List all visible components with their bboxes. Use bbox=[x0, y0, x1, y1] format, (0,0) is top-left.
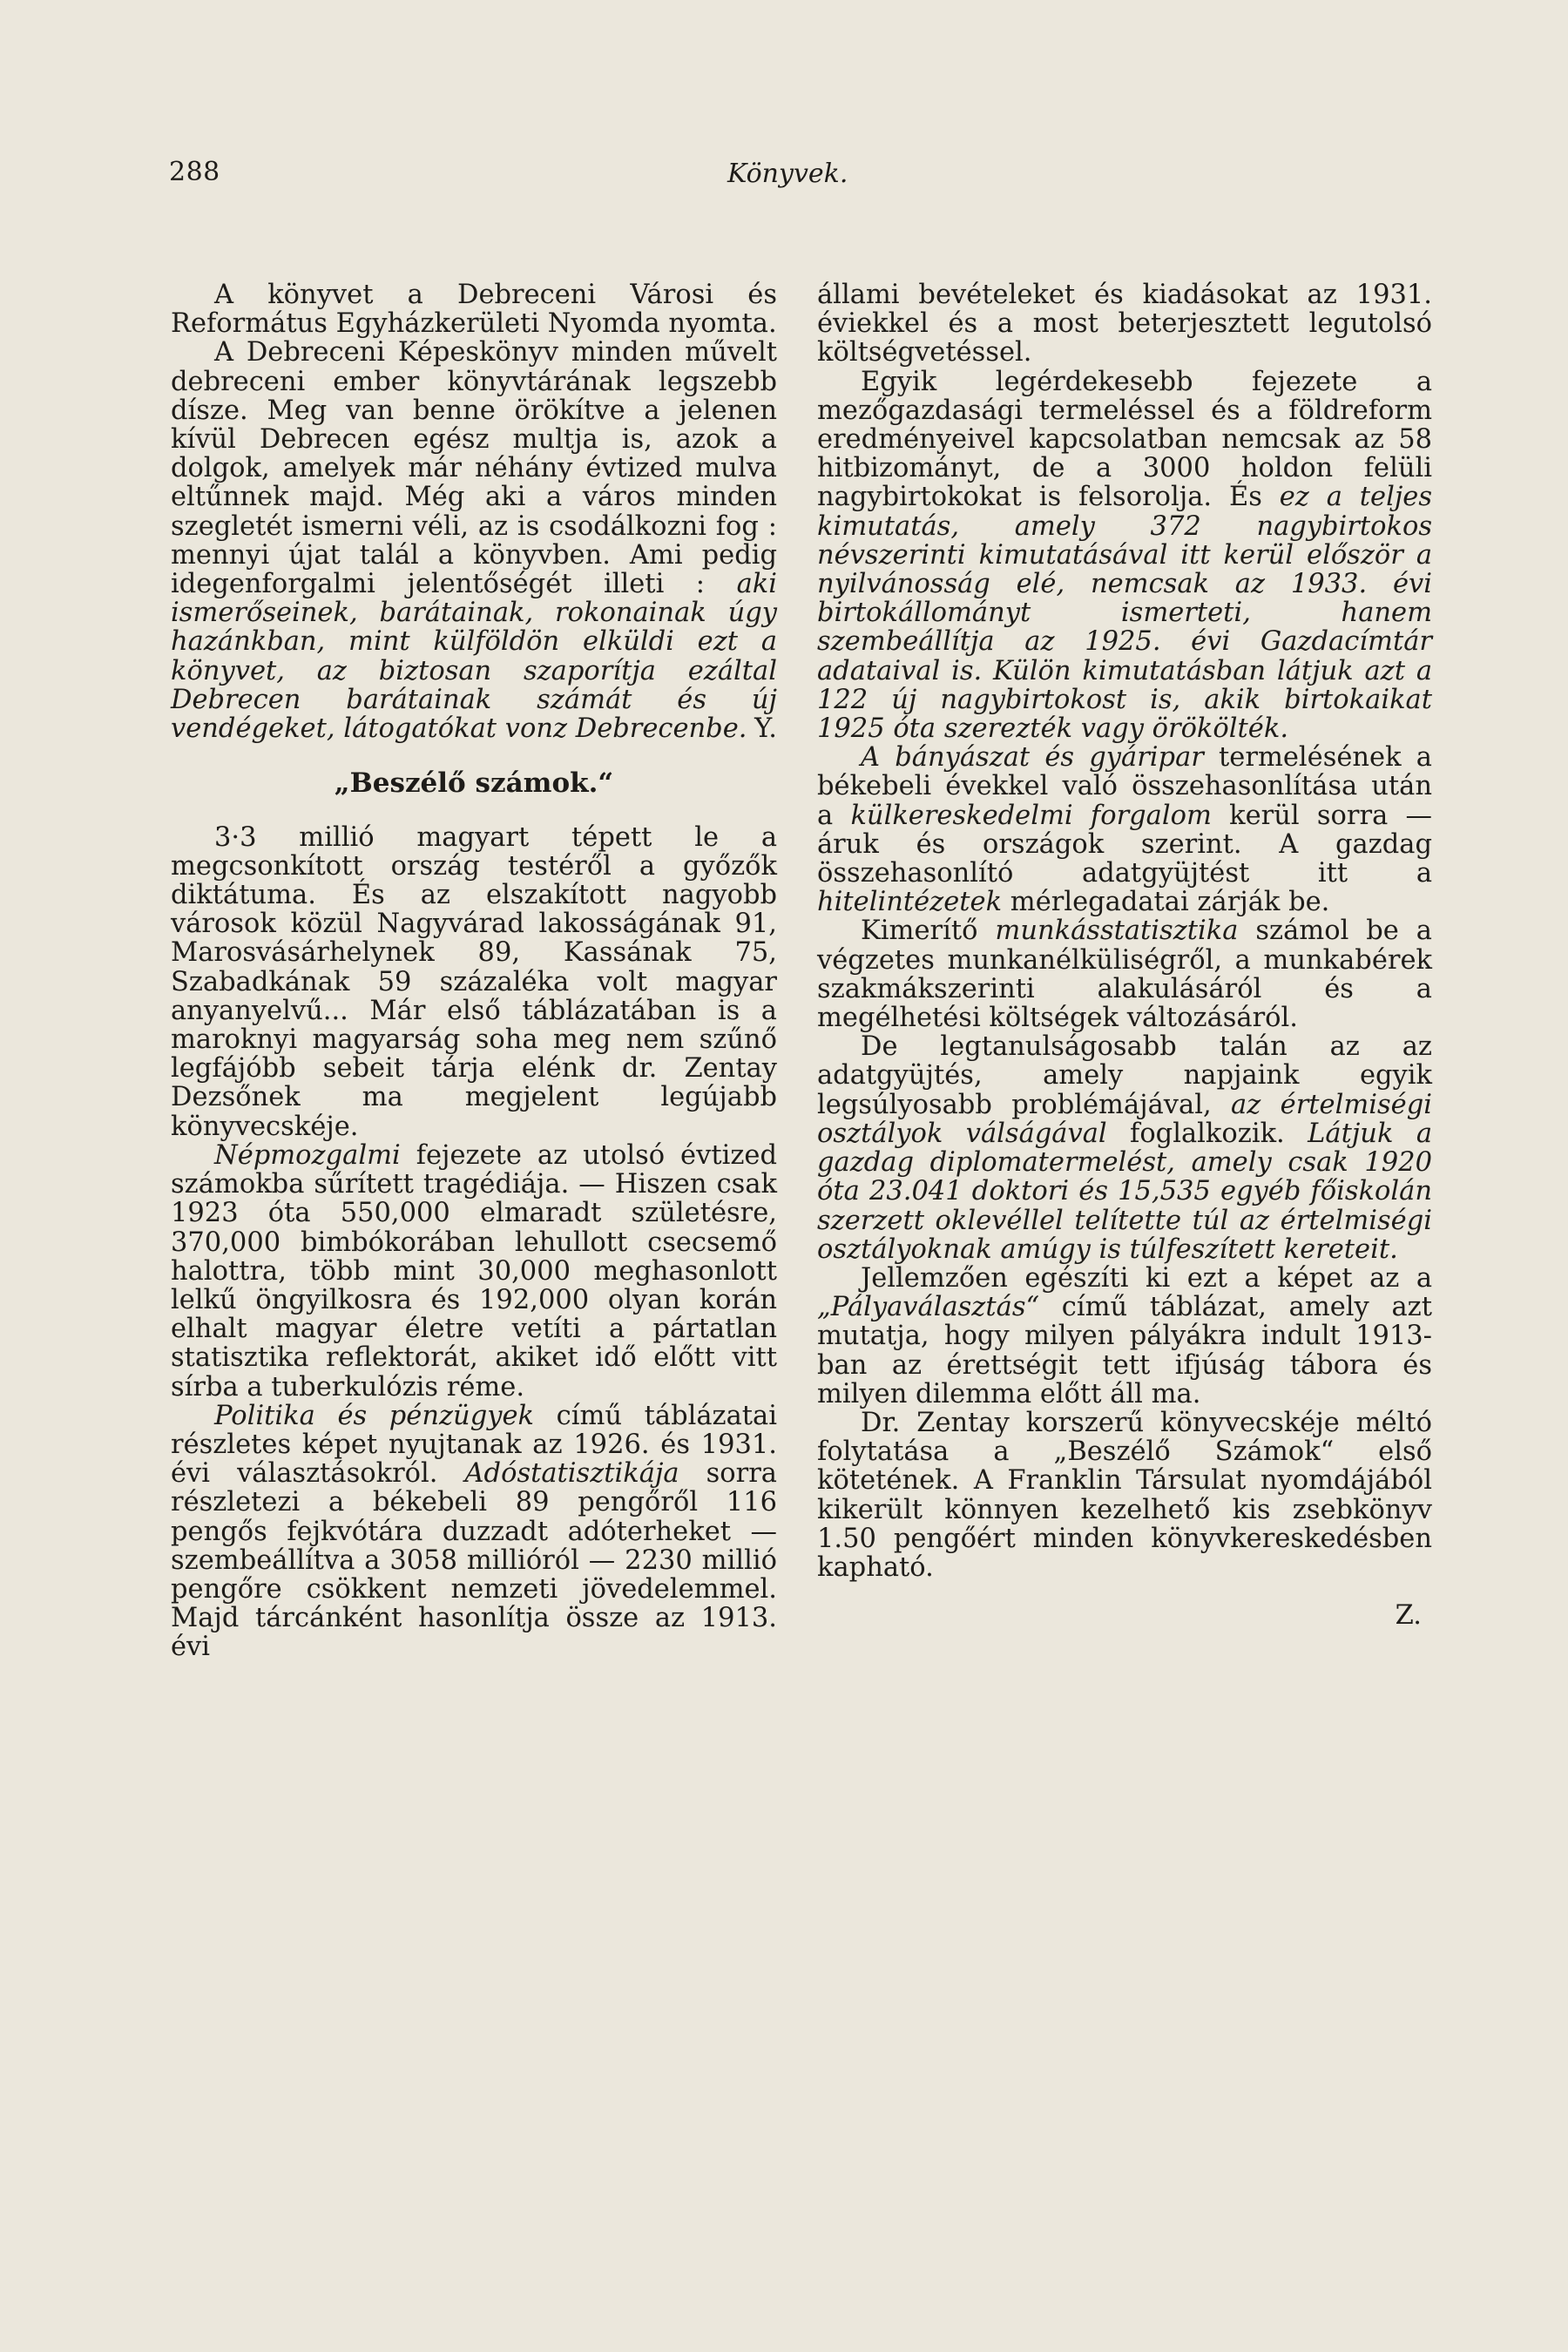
paragraph: állami bevételeket és kiadásokat az 1931. éviekkel és a most beterjesztett legutolsó költségvetéssel. bbox=[817, 280, 1432, 368]
paragraph-text: De legtanulságosabb talán az az adatgyüjtés, amely napjaink egyik legsúlyosabb problémájával, bbox=[817, 1031, 1432, 1120]
italic-text: Népmozgalmi bbox=[214, 1139, 401, 1171]
paragraph-text: kerül sorra — áruk és országok szerint. A gazdag összehasonlító adatgyüjtést itt a bbox=[817, 800, 1432, 889]
paragraph bbox=[817, 368, 1432, 744]
signature-z: Z. bbox=[1395, 1600, 1422, 1632]
paragraph: Dr. Zentay korszerű könyvecskéje méltó folytatása a „Beszélő Számok“ első kötetének. A Franklin Társulat nyomdájából kikerült könnyen kezelhető kis zsebkönyv 1.50 pengőért minden könyvkereskedésben kapható. bbox=[817, 1407, 1432, 1583]
italic-text: külkereskedelmi forgalom bbox=[850, 800, 1212, 831]
italic-text: Politika és pénzügyek bbox=[214, 1400, 534, 1431]
signature-y: Y. bbox=[754, 713, 777, 745]
paragraph bbox=[171, 1141, 777, 1402]
paragraph bbox=[817, 743, 1432, 916]
italic-text: „Pályaválasztás“ bbox=[817, 1292, 1040, 1323]
italic-text: aki ismerőseinek, barátainak, rokonainak úgy hazánkban, mint külföldön elküldi ezt a könyvet, az biztosan szaporítja ezáltal Debrecen barátainak számát és új vendégeket, látogatókat vonz Debrecenbe. bbox=[171, 569, 777, 745]
paragraph-text: termelésének a békebeli évekkel való összehasonlítása után a bbox=[817, 742, 1432, 831]
paragraph-text: című táblázatai részletes képet nyujtanak az 1926. és 1931. évi választásokról. bbox=[171, 1400, 777, 1490]
italic-text: A bányászat és gyáripar bbox=[861, 742, 1204, 774]
paragraph: A könyvet a Debreceni Városi és Református Egyházkerületi Nyomda nyomta. bbox=[171, 280, 777, 340]
right-column bbox=[817, 280, 1432, 1630]
paragraph-text: Jellemzően egészíti ki ezt a képet az a bbox=[861, 1262, 1432, 1294]
paragraph-text: Egyik legérdekesebb fejezete a mezőgazdasági termeléssel és a földreform eredményeivel kapcsolatban nemcsak az 58 hitbizományt, de a 3000 holdon felüli nagybirtokokat is felsorolja. És bbox=[817, 366, 1432, 513]
paragraph-text: mérlegadatai zárják be. bbox=[1002, 887, 1330, 918]
paragraph-text: Kimerítő bbox=[861, 916, 996, 947]
italic-text: Látjuk a gazdag diplomatermelést, amely csak 1920 óta 23.041 doktori és 15,535 egyéb főiskolán szerzett oklevéllel telítette túl az értelmiségi osztályoknak amúgy is túlfeszített kereteit. bbox=[817, 1118, 1433, 1265]
left-column bbox=[171, 280, 777, 1662]
paragraph-text: számol be a végzetes munkanélküliségről, a munkabérek szakmákszerinti alakulásáról és a megélhetési költségek változásáról. bbox=[817, 916, 1432, 1034]
italic-text: az értelmiségi osztályok válságával bbox=[817, 1089, 1433, 1149]
paragraph-text: című táblázat, amely azt mutatja, hogy milyen pályákra indult 1913-ban az érettségit tett ifjúság tábora és milyen dilemma előtt áll ma. bbox=[817, 1292, 1432, 1409]
paragraph bbox=[171, 338, 777, 743]
paragraph-text: A Debreceni Képeskönyv minden művelt debreceni ember könyvtárának legszebb dísze. Meg van benne örökítve a jelenen kívül Debrecen egész multja is, azok a dolgok, amelyek már néhány évtized mulva eltűnnek majd. Még aki a város minden szegletét ismerni véli, az is csodálkozni fog : mennyi újat talál a könyvben. Ami pedig idegenforgalmi jelentőségét illeti : bbox=[171, 337, 777, 600]
paragraph-text: sorra részletezi a békebeli 89 pengőről 116 pengős fejkvótára duzzadt adóterheket — szembeállítva a 3058 millióról — 2230 millió pengőre csökkent nemzeti jövedelemmel. Majd tárcánként hasonlítja össze az 1913. évi bbox=[171, 1458, 777, 1663]
paragraph: 3·3 millió magyart tépett le a megcsonkított ország testéről a győzők diktátuma. És az elszakított nagyobb városok közül Nagyvárad lakosságának 91, Marosvásárhelynek 89, Kassának 75, Szabadkának 59 százaléka volt magyar anyanyelvű... Már első táblázatában is a maroknyi magyarság soha meg nem szűnő legfájóbb sebeit tárja elénk dr. Zentay Dezsőnek ma megjelent legújabb könyvecskéje. bbox=[171, 821, 777, 1142]
italic-text: Adóstatisztikája bbox=[464, 1458, 679, 1490]
paragraph bbox=[817, 1032, 1432, 1264]
page-number: 288 bbox=[169, 157, 220, 187]
paragraph-text: fejezete az utolsó évtized számokba sűrített tragédiája. — Hiszen csak 1923 óta 550,000 elmaradt születésre, 370,000 bimbókorában lehullott csecsemő halottra, több mint 30,000 meghasonlott lelkű öngyilkosra és 192,000 olyan korán elhalt magyar életre vetíti a pártatlan statisztika reflektorát, akiket idő előtt vitt sírba a tuberkulózis réme. bbox=[171, 1139, 777, 1402]
italic-text: hitelintézetek bbox=[817, 887, 1003, 918]
section-heading: „Beszélő számok.“ bbox=[334, 767, 614, 800]
running-head: Könyvek. bbox=[727, 159, 848, 189]
italic-text: munkásstatisztika bbox=[995, 916, 1239, 947]
italic-text: ez a teljes kimutatás, amely 372 nagybirtokos névszerinti kimutatásával itt kerül először a nyilvánosság elé, nemcsak az 1933. évi birtokállományt ismerteti, hanem szembeállítja az 1925. évi Gazdacímtár adataival is. Külön kimutatásban látjuk azt a 122 új nagybirtokost is, akik birtokaikat 1925 óta szerezték vagy örökölték. bbox=[817, 482, 1432, 745]
paragraph bbox=[817, 1264, 1432, 1409]
paragraph bbox=[171, 1402, 777, 1662]
paragraph-text: foglalkozik. bbox=[1106, 1118, 1308, 1149]
paragraph bbox=[817, 916, 1432, 1032]
